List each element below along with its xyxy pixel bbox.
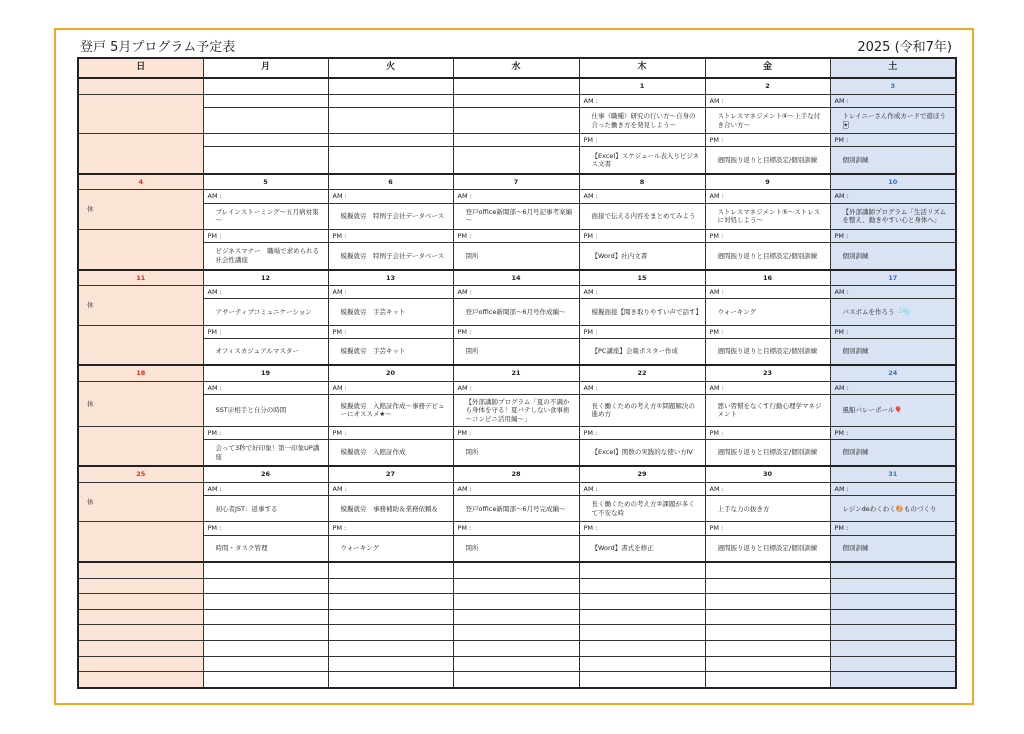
am-label: AM : [830, 482, 956, 495]
pm-activity-fri: 週間振り返りと目標設定/個別訓練 [705, 439, 830, 466]
date-cell-wed: 28 [453, 466, 579, 482]
date-cell-sun: 18 [78, 365, 203, 381]
date-cell-thu: 22 [579, 365, 705, 381]
pm-activity-row [78, 243, 956, 270]
date-cell-wed: 7 [453, 174, 579, 190]
date-cell-thu: 1 [579, 78, 705, 94]
pm-activity-sat: 個別訓練 [830, 338, 956, 365]
date-cell-fri: 16 [705, 270, 830, 286]
am-activity-wed: 登戸office新聞部～6月号完成編～ [453, 496, 579, 522]
am-activity-sat: トレイニーさん作成カードで遊ぼう🃏 [830, 107, 956, 133]
date-cell-tue: 27 [328, 466, 453, 482]
sunday-pm-cell [78, 325, 203, 365]
date-cell-sat: 31 [830, 466, 956, 482]
pm-label: PM : [705, 229, 830, 242]
pm-activity-mon: 時間・タスク管理 [203, 535, 328, 562]
pm-label: PM : [705, 522, 830, 535]
date-cell-mon: 12 [203, 270, 328, 286]
pm-label: PM : [328, 522, 453, 535]
am-label: AM : [328, 190, 453, 203]
am-label-row [78, 286, 956, 299]
holiday-cell: 休 [78, 382, 203, 427]
am-label: AM : [830, 190, 956, 203]
am-activity-sat: バスボムを作ろう🛁🫧 [830, 299, 956, 325]
empty-cell [328, 578, 453, 594]
am-activity-mon [203, 107, 328, 133]
am-label: AM : [203, 382, 328, 395]
empty-row [78, 672, 956, 688]
am-label: AM : [830, 286, 956, 299]
date-cell-wed: 14 [453, 270, 579, 286]
weekday-header-row [78, 58, 956, 78]
am-activity-wed: 登戸office新聞部～6月号作成編～ [453, 299, 579, 325]
pm-activity-mon: 会って3秒で好印象！第一印象UP講座 [203, 439, 328, 466]
am-activity-sat: レジンdeわくわく🎨ものづくり [830, 496, 956, 522]
empty-cell [328, 609, 453, 625]
am-label: AM : [830, 94, 956, 107]
pm-activity-row [78, 147, 956, 174]
date-row [78, 365, 956, 381]
empty-cell [830, 640, 956, 656]
pm-activity-fri: 週間振り返りと目標設定/個別訓練 [705, 535, 830, 562]
empty-cell [78, 578, 203, 594]
pm-activity-thu: 【Word】書式を修正 [579, 535, 705, 562]
empty-cell [453, 672, 579, 688]
pm-label: PM : [453, 522, 579, 535]
pm-activity-mon: オフィスカジュアルマスター [203, 338, 328, 365]
empty-cell [453, 609, 579, 625]
pm-label: PM : [328, 325, 453, 338]
date-cell-thu: 15 [579, 270, 705, 286]
pm-label-row [78, 229, 956, 242]
pm-activity-row [78, 535, 956, 562]
am-label: AM : [830, 382, 956, 395]
empty-cell [579, 578, 705, 594]
empty-cell [453, 656, 579, 672]
empty-cell [830, 578, 956, 594]
am-activity-row [78, 299, 956, 325]
pm-activity-fri: 週間振り返りと目標設定/個別訓練 [705, 338, 830, 365]
empty-cell [78, 656, 203, 672]
am-label: AM : [705, 482, 830, 495]
am-activity-tue: 模擬就労 入館証作成～事務デビューにオススメ★～ [328, 395, 453, 427]
pm-label: PM : [203, 522, 328, 535]
pm-activity-mon: ビジネスマナー 職場で求められる社会性講座 [203, 243, 328, 270]
pm-activity-sat: 個別訓練 [830, 535, 956, 562]
weekday-header-thu: 木 [579, 58, 705, 78]
date-cell-mon: 19 [203, 365, 328, 381]
pm-activity-tue: ウォーキング [328, 535, 453, 562]
am-activity-mon: 初心者JST：返事する [203, 496, 328, 522]
weekday-header-mon: 月 [203, 58, 328, 78]
am-activity-wed: 登戸office新聞部～6月号記事考案編～ [453, 203, 579, 229]
empty-cell [328, 562, 453, 578]
page-title: 登戸 5月プログラム予定表 [80, 40, 236, 55]
pm-activity-wed: 閉所 [453, 338, 579, 365]
pm-label: PM : [453, 229, 579, 242]
pm-label: PM : [203, 325, 328, 338]
am-label: AM : [579, 94, 705, 107]
sunday-pm-cell [78, 134, 203, 174]
am-label: AM : [453, 482, 579, 495]
empty-cell [579, 656, 705, 672]
pm-activity-tue: 模擬就労 手芸キット [328, 338, 453, 365]
am-activity-sat: 【外部講師プログラム「生活リズムを整え、動きやすい心と身体へ」 [830, 203, 956, 229]
date-cell-tue: 13 [328, 270, 453, 286]
am-activity-wed: 【外部講師プログラム「夏の不調から身体を守る！夏バテしない食事術～コンビニ活用編～」 [453, 395, 579, 427]
empty-row [78, 562, 956, 578]
am-activity-tue: 模擬就労 事務補助＆業務依頼＆ [328, 496, 453, 522]
empty-cell [78, 640, 203, 656]
am-label: AM : [705, 94, 830, 107]
pm-label [203, 134, 328, 147]
empty-cell [203, 578, 328, 594]
am-activity-thu: 仕事（職種）研究の行い方～自身の合った働き方を発見しよう～ [579, 107, 705, 133]
date-row [78, 78, 956, 94]
date-cell-fri: 9 [705, 174, 830, 190]
pm-activity-wed: 閉所 [453, 439, 579, 466]
empty-row [78, 640, 956, 656]
am-label: AM : [705, 190, 830, 203]
am-label-row [78, 382, 956, 395]
date-cell-sun [78, 78, 203, 94]
empty-cell [453, 640, 579, 656]
am-label: AM : [328, 482, 453, 495]
am-label: AM : [453, 382, 579, 395]
am-label: AM : [579, 286, 705, 299]
empty-cell [705, 672, 830, 688]
pm-label: PM : [579, 229, 705, 242]
date-cell-sat: 10 [830, 174, 956, 190]
empty-cell [203, 609, 328, 625]
calendar-table [77, 57, 957, 689]
pm-label-row [78, 522, 956, 535]
empty-cell [705, 578, 830, 594]
empty-cell [830, 609, 956, 625]
pm-label-row [78, 325, 956, 338]
pm-label: PM : [705, 426, 830, 439]
empty-cell [328, 656, 453, 672]
date-cell-sat: 17 [830, 270, 956, 286]
empty-cell [579, 609, 705, 625]
date-row [78, 270, 956, 286]
empty-cell [453, 578, 579, 594]
pm-label: PM : [579, 325, 705, 338]
am-label: AM : [203, 190, 328, 203]
empty-cell [579, 562, 705, 578]
empty-cell [830, 625, 956, 641]
am-activity-thu: 面接で伝える内容をまとめてみよう [579, 203, 705, 229]
empty-cell [78, 672, 203, 688]
pm-label: PM : [705, 134, 830, 147]
empty-cell [705, 640, 830, 656]
pm-activity-thu: 【PC講座】会報ポスター作成 [579, 338, 705, 365]
weekday-header-sat: 土 [830, 58, 956, 78]
holiday-cell: 休 [78, 190, 203, 230]
am-activity-row [78, 107, 956, 133]
am-activity-fri: ウォーキング [705, 299, 830, 325]
pm-label: PM : [705, 325, 830, 338]
date-cell-thu: 8 [579, 174, 705, 190]
holiday-cell: 休 [78, 286, 203, 326]
date-cell-thu: 29 [579, 466, 705, 482]
empty-cell [328, 594, 453, 610]
date-cell-sun: 4 [78, 174, 203, 190]
am-activity-mon: アサーティブコミュニケーション [203, 299, 328, 325]
empty-cell [78, 562, 203, 578]
pm-activity-tue: 模擬就労 入館証作成 [328, 439, 453, 466]
date-cell-wed [453, 78, 579, 94]
weekday-header-wed: 水 [453, 58, 579, 78]
empty-cell [203, 625, 328, 641]
empty-cell [328, 672, 453, 688]
empty-cell [203, 640, 328, 656]
pm-label: PM : [830, 426, 956, 439]
empty-row [78, 578, 956, 594]
empty-cell [830, 562, 956, 578]
am-activity-thu: 模擬面接【聞き取りやすい声で話す】 [579, 299, 705, 325]
am-label: AM : [579, 382, 705, 395]
date-cell-mon [203, 78, 328, 94]
am-activity-row [78, 203, 956, 229]
empty-cell [830, 594, 956, 610]
pm-activity-wed: 閉所 [453, 535, 579, 562]
sunday-pm-cell [78, 229, 203, 269]
pm-activity-mon [203, 147, 328, 174]
am-label: AM : [579, 190, 705, 203]
pm-label: PM : [453, 325, 579, 338]
am-label: AM : [705, 286, 830, 299]
empty-cell [579, 640, 705, 656]
empty-row [78, 609, 956, 625]
date-cell-fri: 30 [705, 466, 830, 482]
am-label: AM : [705, 382, 830, 395]
date-cell-mon: 26 [203, 466, 328, 482]
empty-cell [705, 562, 830, 578]
pm-label [328, 134, 453, 147]
empty-cell [830, 656, 956, 672]
empty-cell [328, 640, 453, 656]
year-label: 2025 (令和7年) [857, 40, 952, 55]
pm-label: PM : [453, 426, 579, 439]
am-activity-fri: ストレスマネジメント⑤～ストレスに対処しよう～ [705, 203, 830, 229]
pm-label: PM : [203, 229, 328, 242]
weekday-header-fri: 金 [705, 58, 830, 78]
pm-label-row [78, 134, 956, 147]
empty-cell [78, 594, 203, 610]
date-cell-sun: 11 [78, 270, 203, 286]
empty-cell [705, 625, 830, 641]
date-cell-fri: 23 [705, 365, 830, 381]
am-label-row [78, 94, 956, 107]
am-label-row [78, 190, 956, 203]
am-activity-fri: 悪い習慣をなくす行動心理学マネジメント [705, 395, 830, 427]
am-activity-sat: 風船バレーボール🎈 [830, 395, 956, 427]
date-cell-sun: 25 [78, 466, 203, 482]
empty-cell [203, 672, 328, 688]
empty-cell [830, 672, 956, 688]
pm-label: PM : [830, 229, 956, 242]
date-row [78, 174, 956, 190]
am-activity-mon: ブレインストーミング～五月病対策～ [203, 203, 328, 229]
am-label: AM : [453, 190, 579, 203]
pm-activity-thu: 【Excel】スケジュール表入りビジネス文書 [579, 147, 705, 174]
am-activity-wed [453, 107, 579, 133]
holiday-cell [78, 94, 203, 134]
pm-label: PM : [203, 426, 328, 439]
pm-label: PM : [830, 134, 956, 147]
pm-label: PM : [328, 229, 453, 242]
pm-activity-wed [453, 147, 579, 174]
pm-activity-sat: 個別訓練 [830, 243, 956, 270]
pm-activity-row [78, 439, 956, 466]
am-activity-tue: 模擬就労 手芸キット [328, 299, 453, 325]
empty-cell [453, 562, 579, 578]
am-label [328, 94, 453, 107]
weekday-header-tue: 火 [328, 58, 453, 78]
pm-activity-sat: 個別訓練 [830, 147, 956, 174]
pm-activity-sat: 個別訓練 [830, 439, 956, 466]
am-activity-tue [328, 107, 453, 133]
empty-cell [705, 594, 830, 610]
empty-cell [203, 562, 328, 578]
am-label: AM : [203, 286, 328, 299]
am-activity-row [78, 496, 956, 522]
am-activity-thu: 長く働くための考え方①問題解決の進め方 [579, 395, 705, 427]
date-cell-tue [328, 78, 453, 94]
empty-cell [579, 594, 705, 610]
weekday-header-sun: 日 [78, 58, 203, 78]
pm-activity-tue [328, 147, 453, 174]
empty-cell [705, 609, 830, 625]
am-label: AM : [453, 286, 579, 299]
am-label: AM : [328, 286, 453, 299]
am-label [203, 94, 328, 107]
empty-cell [579, 672, 705, 688]
am-activity-tue: 模擬就労 特例子会社データベース [328, 203, 453, 229]
am-activity-mon: SST＠相手と自分の時間 [203, 395, 328, 427]
date-cell-tue: 20 [328, 365, 453, 381]
am-label: AM : [579, 482, 705, 495]
date-cell-sat: 3 [830, 78, 956, 94]
pm-label: PM : [579, 134, 705, 147]
pm-label: PM : [579, 522, 705, 535]
pm-activity-wed: 閉所 [453, 243, 579, 270]
empty-cell [328, 625, 453, 641]
am-activity-row [78, 395, 956, 427]
am-activity-fri: ストレスマネジメント④～上手な付き合い方～ [705, 107, 830, 133]
holiday-cell: 休 [78, 482, 203, 522]
pm-activity-row [78, 338, 956, 365]
sunday-pm-cell [78, 522, 203, 562]
am-label: AM : [203, 482, 328, 495]
empty-cell [453, 625, 579, 641]
pm-activity-fri: 週間振り返りと目標設定/個別訓練 [705, 243, 830, 270]
pm-activity-fri: 週間振り返りと目標設定/個別訓練 [705, 147, 830, 174]
empty-row [78, 594, 956, 610]
pm-label [453, 134, 579, 147]
pm-label: PM : [328, 426, 453, 439]
empty-cell [705, 656, 830, 672]
empty-cell [579, 625, 705, 641]
pm-activity-thu: 【Word】社内文書 [579, 243, 705, 270]
date-cell-mon: 5 [203, 174, 328, 190]
am-label [453, 94, 579, 107]
empty-row [78, 656, 956, 672]
pm-label: PM : [830, 325, 956, 338]
am-label-row [78, 482, 956, 495]
am-activity-thu: 長く働くための考え方②課題が多くて不安な時 [579, 496, 705, 522]
empty-cell [203, 656, 328, 672]
am-label: AM : [328, 382, 453, 395]
date-cell-sat: 24 [830, 365, 956, 381]
empty-cell [78, 625, 203, 641]
empty-cell [453, 594, 579, 610]
date-cell-tue: 6 [328, 174, 453, 190]
empty-cell [203, 594, 328, 610]
pm-label: PM : [579, 426, 705, 439]
date-row [78, 466, 956, 482]
empty-cell [78, 609, 203, 625]
pm-activity-tue: 模擬就労 特例子会社データベース [328, 243, 453, 270]
sunday-pm-cell [78, 426, 203, 466]
empty-row [78, 625, 956, 641]
date-cell-wed: 21 [453, 365, 579, 381]
pm-label-row [78, 426, 956, 439]
pm-label: PM : [830, 522, 956, 535]
date-cell-fri: 2 [705, 78, 830, 94]
am-activity-fri: 上手な力の抜き方 [705, 496, 830, 522]
pm-activity-thu: 【Excel】関数の実践的な使い方Ⅳ [579, 439, 705, 466]
calendar-body [78, 78, 956, 688]
